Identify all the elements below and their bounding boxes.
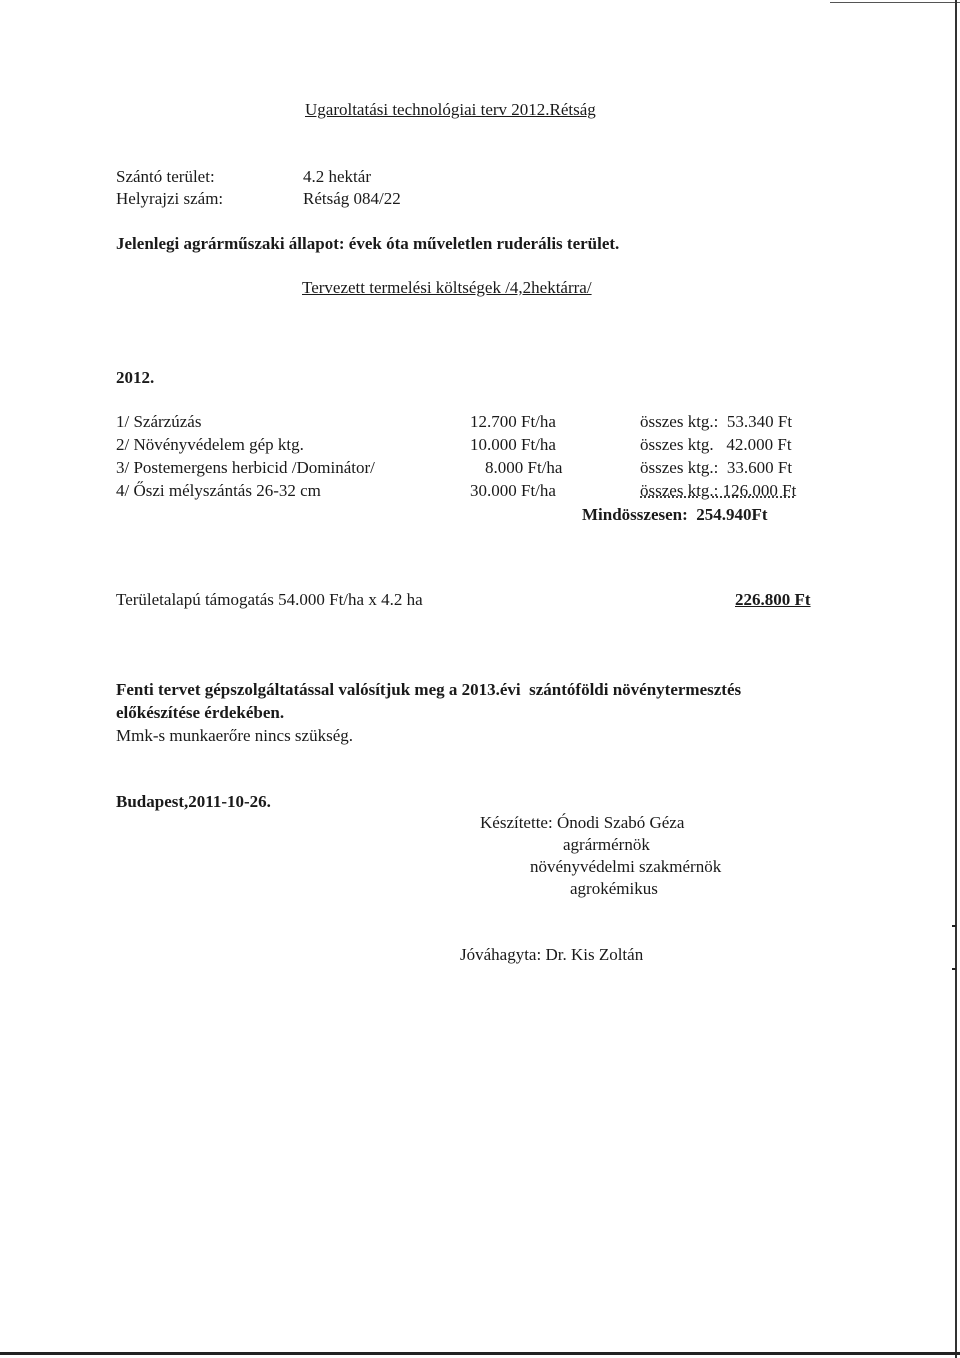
year-label: 2012. (116, 368, 155, 387)
author-title: agrokémikus (570, 879, 658, 898)
scan-mark (952, 925, 956, 927)
cost-item-rate: 30.000 Ft/ha (470, 481, 556, 500)
place-date: Budapest,2011-10-26. (116, 792, 271, 811)
cost-item-name: 3/ Postemergens herbicid /Dominátor/ (116, 458, 375, 477)
cost-item-rate: 12.700 Ft/ha (470, 412, 556, 431)
current-state: Jelenlegi agrárműszaki állapot: évek óta műveletlen ruderális terület. (116, 234, 620, 253)
area-label: Szántó terület: (116, 167, 215, 186)
cost-item-rate: 8.000 Ft/ha (485, 458, 563, 477)
grand-total: Mindösszesen: 254.940Ft (582, 505, 768, 524)
labor-note: Mmk-s munkaerőre nincs szükség. (116, 726, 354, 745)
cost-item-total: összes ktg. 42.000 Ft (640, 435, 792, 454)
scan-edge-right (955, 0, 957, 1358)
plan-text-line-2: előkészítése érdekében. (116, 703, 285, 722)
author-line: Készítette: Ónodi Szabó Géza (480, 813, 685, 832)
area-value: 4.2 hektár (303, 167, 371, 186)
author-title: agrármérnök (563, 835, 650, 854)
cost-item-name: 2/ Növényvédelem gép ktg. (116, 435, 304, 454)
cost-item-rate: 10.000 Ft/ha (470, 435, 556, 454)
cost-item-total: összes ktg.: 33.600 Ft (640, 458, 793, 477)
plan-text-line-1: Fenti tervet gépszolgáltatással valósítjuk meg a 2013.évi szántóföldi növénytermesztés (116, 680, 742, 699)
approval-line: Jóváhagyta: Dr. Kis Zoltán (460, 945, 644, 964)
plot-value: Rétság 084/22 (303, 189, 401, 208)
document-title: Ugaroltatási technológiai terv 2012.Rétság (305, 100, 596, 119)
subsidy-value: 226.800 Ft (735, 590, 811, 609)
cost-item-total: összes ktg.: 126.000 Ft (640, 481, 797, 500)
cost-item-name: 1/ Szárzúzás (116, 412, 202, 431)
subsidy-label: Területalapú támogatás 54.000 Ft/ha x 4.2 ha (116, 590, 423, 609)
cost-item-total: összes ktg.: 53.340 Ft (640, 412, 793, 431)
scan-edge-bottom (0, 1352, 960, 1355)
scan-mark (952, 968, 956, 970)
author-title: növényvédelmi szakmérnök (530, 857, 722, 876)
costs-heading: Tervezett termelési költségek /4,2hektárra/ (302, 278, 592, 297)
cost-item-name: 4/ Őszi mélyszántás 26-32 cm (116, 481, 321, 500)
plot-label: Helyrajzi szám: (116, 189, 224, 208)
scan-edge-top (830, 2, 960, 3)
